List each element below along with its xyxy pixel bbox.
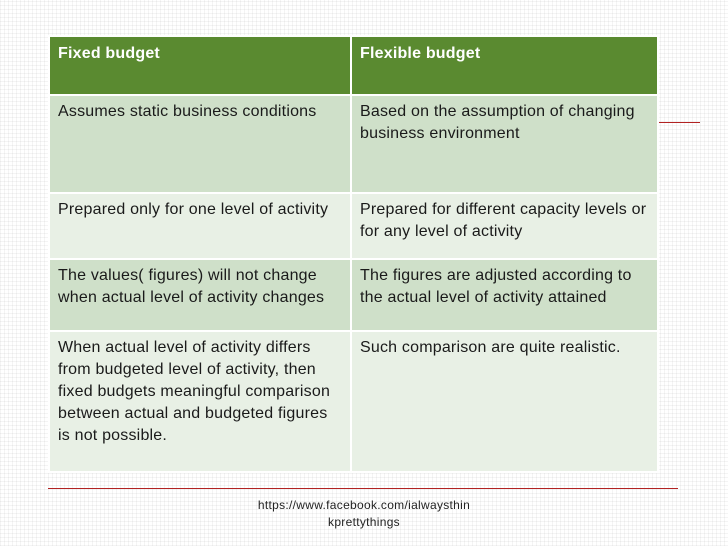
table-cell-flexible: Such comparison are quite realistic. (351, 331, 658, 472)
table-row (49, 95, 658, 193)
header-fixed-budget: Fixed budget (49, 36, 351, 95)
table-cell-flexible: The figures are adjusted according to the actual level of activity attained (351, 259, 658, 331)
table-header-row (49, 36, 658, 95)
comparison-table (48, 35, 659, 473)
table-cell-fixed: Assumes static business conditions (49, 95, 351, 193)
table-row (49, 193, 658, 259)
table-row (49, 331, 658, 472)
table-cell-flexible: Based on the assumption of changing business environment (351, 95, 658, 193)
accent-line-bottom (48, 488, 678, 489)
table-cell-fixed: Prepared only for one level of activity (49, 193, 351, 259)
accent-line-top (654, 122, 700, 123)
table-cell-fixed: When actual level of activity differs from budgeted level of activity, then fixed budgets meaningful comparison between actual and budgeted figures is not possible. (49, 331, 351, 472)
footer-url-link[interactable]: https://www.facebook.com/ialwaysthinkprettythings (257, 498, 471, 529)
header-flexible-budget: Flexible budget (351, 36, 658, 95)
table-row (49, 259, 658, 331)
table-cell-flexible: Prepared for different capacity levels or for any level of activity (351, 193, 658, 259)
table-cell-fixed: The values( figures) will not change when actual level of activity changes (49, 259, 351, 331)
